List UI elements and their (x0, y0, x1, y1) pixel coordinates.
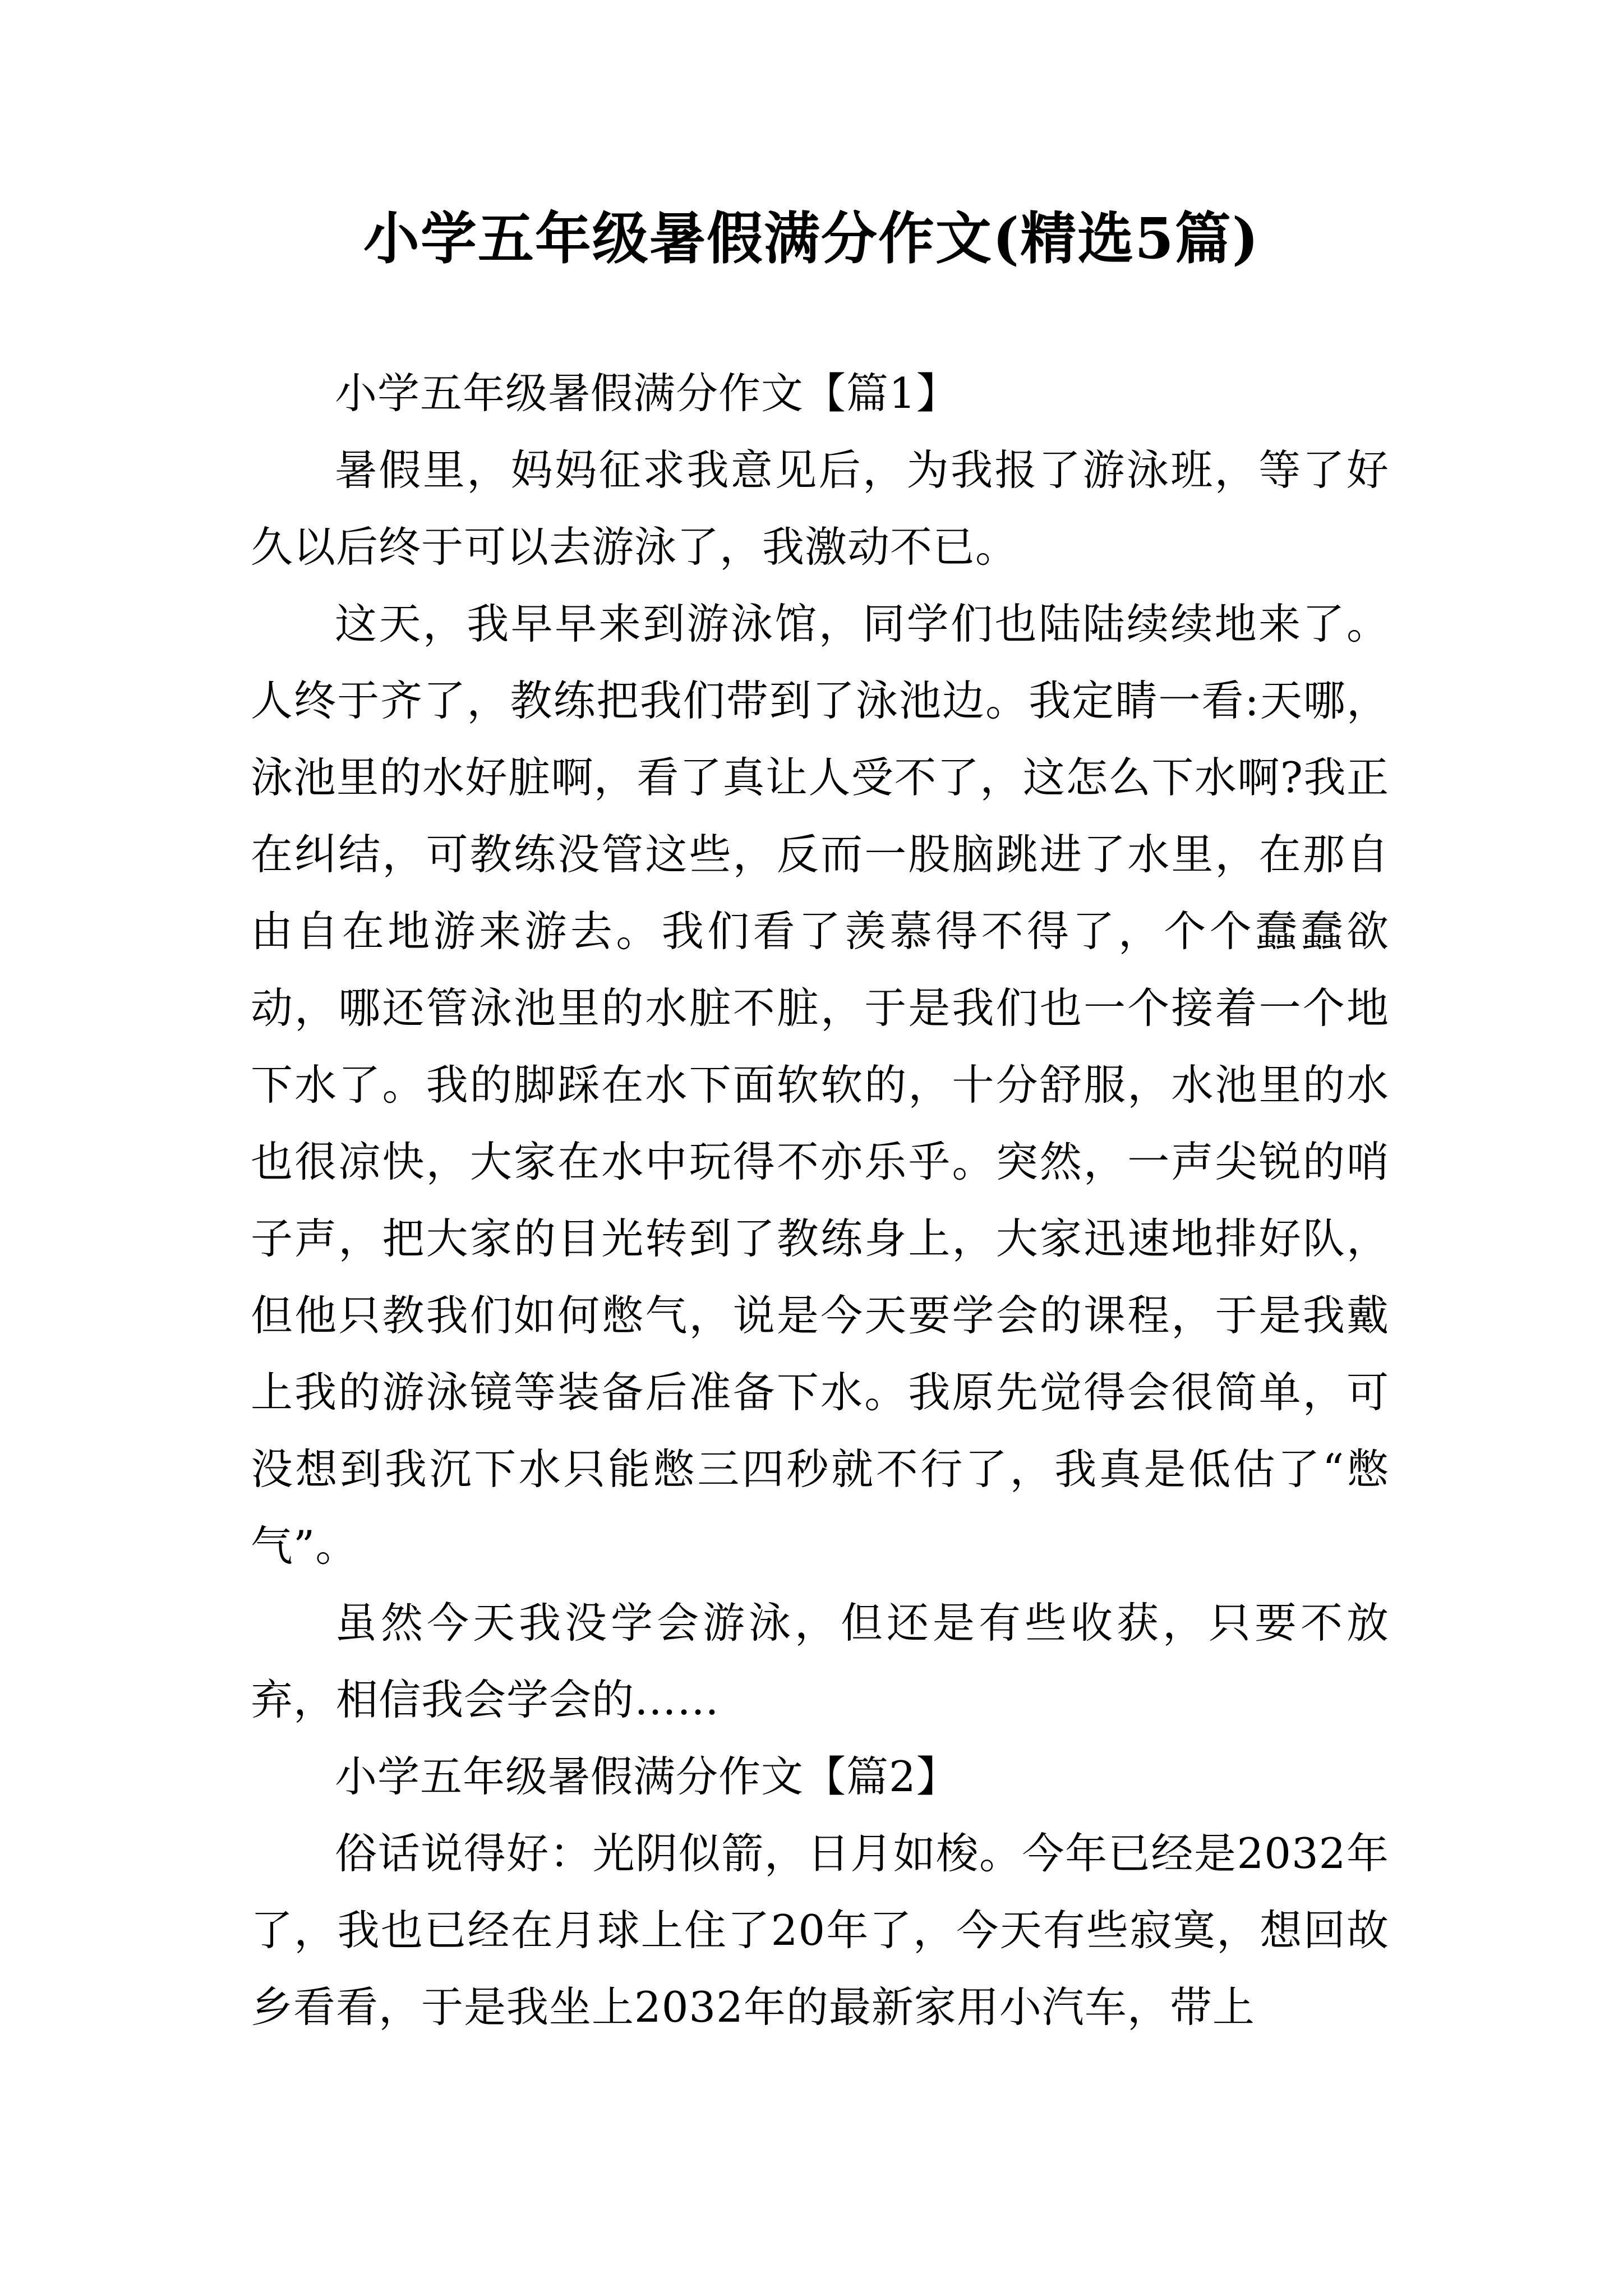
section-heading-1: 小学五年级暑假满分作文【篇1】 (335, 369, 959, 418)
paragraph: 这天，我早早来到游泳馆，同学们也陆陆续续地来了。人终于齐了，教练把我们带到了泳池边。我定睛一看:天哪，泳池里的水好脏啊，看了真让人受不了，这怎么下水啊?我正在纠结，可教练没管这些，反而一股脑跳进了水里，在那自由自在地游来游去。我们看了羡慕得不得了，个个蠢蠢欲动，哪还管泳池里的水脏不脏，于是我们也一个接着一个地下水了。我的脚踩在水下面软软的，十分舒服，水池里的水也很凉快，大家在水中玩得不亦乐乎。突然，一声尖锐的哨子声，把大家的目光转到了教练身上，大家迅速地排好队，但他只教我们如何憋气，说是今天要学会的课程，于是我戴上我的游泳镜等装备后准备下水。我原先觉得会很简单，可没想到我沉下水只能憋三四秒就不行了，我真是低估了“憋气”。 (251, 599, 1389, 1571)
section-heading-2: 小学五年级暑假满分作文【篇2】 (335, 1752, 959, 1801)
document-title: 小学五年级暑假满分作文(精选5篇) (363, 205, 1260, 272)
paragraph: 暑假里，妈妈征求我意见后，为我报了游泳班，等了好久以后终于可以去游泳了，我激动不已。 (251, 445, 1389, 572)
document-body (251, 355, 1389, 2046)
paragraph: 俗话说得好：光阴似箭，日月如梭。今年已经是2032年了，我也已经在月球上住了20年了，今天有些寂寞，想回故乡看看，于是我坐上2032年的最新家用小汽车，带上 (251, 1829, 1389, 2032)
paragraph: 虽然今天我没学会游泳，但还是有些收获，只要不放弃，相信我会学会的…… (251, 1598, 1389, 1724)
